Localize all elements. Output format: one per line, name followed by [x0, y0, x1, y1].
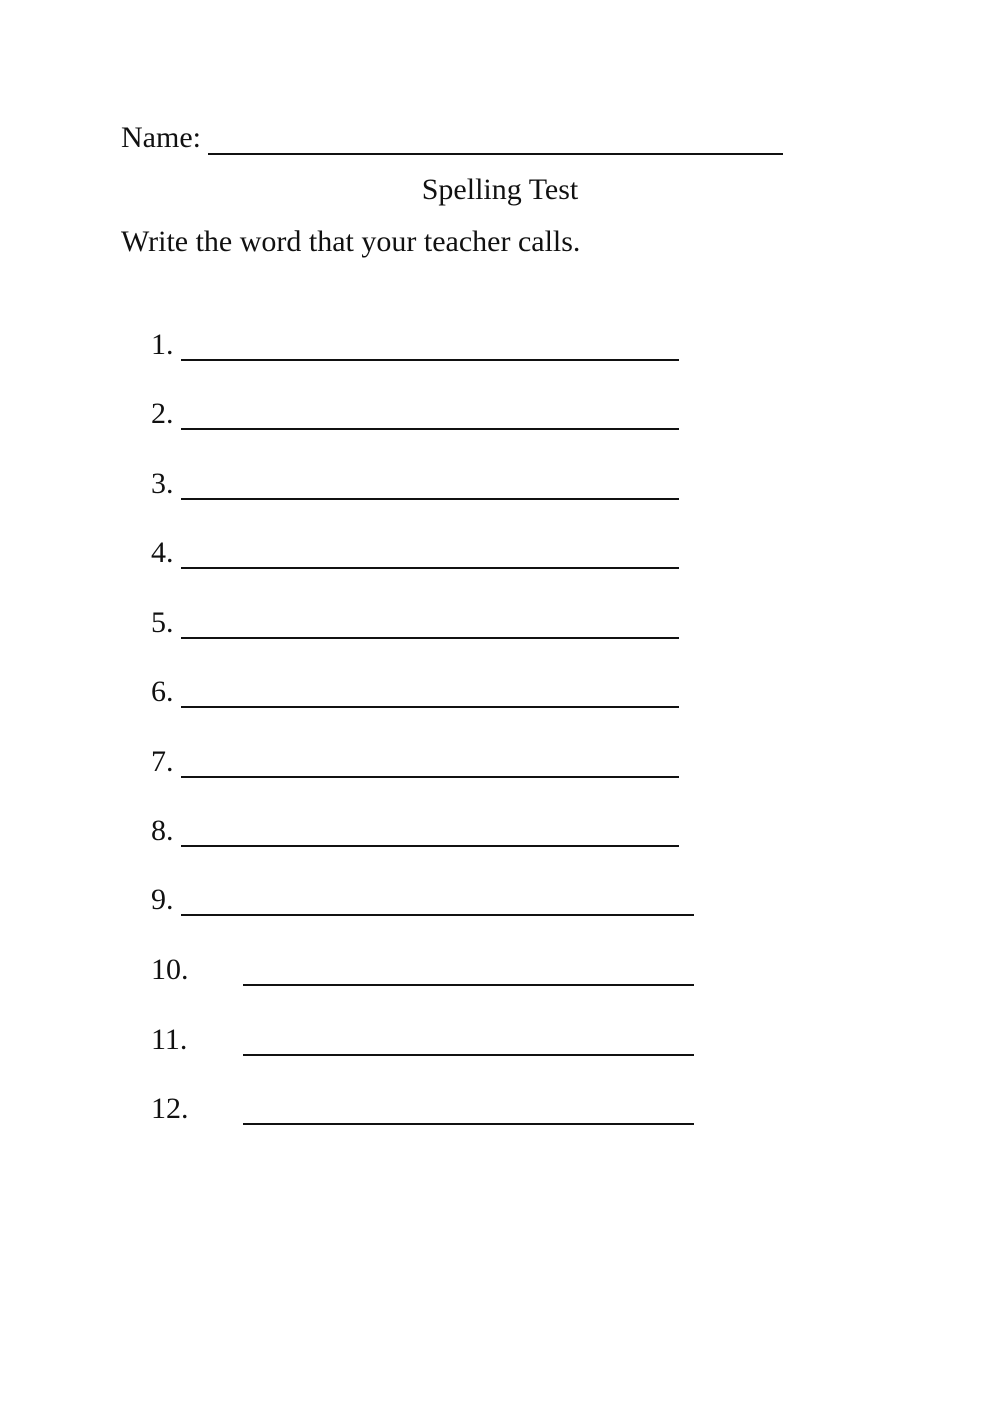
- list-item: [151, 672, 711, 712]
- instructions-text: Write the word that your teacher calls.: [121, 225, 581, 258]
- list-item: [151, 603, 711, 643]
- list-item: [151, 1089, 711, 1129]
- answer-line[interactable]: [243, 1054, 694, 1056]
- answer-line[interactable]: [243, 1123, 694, 1125]
- item-number: 5.: [151, 606, 174, 639]
- list-item: [151, 394, 711, 434]
- item-number: 4.: [151, 536, 174, 569]
- page-title: Spelling Test: [421, 173, 579, 206]
- item-number: 11.: [151, 1023, 188, 1056]
- answer-line[interactable]: [181, 498, 679, 500]
- item-number: 8.: [151, 814, 174, 847]
- item-number: 2.: [151, 397, 174, 430]
- list-item: [151, 1020, 711, 1060]
- item-number: 6.: [151, 675, 174, 708]
- name-answer-line[interactable]: [208, 153, 783, 155]
- list-item: [151, 533, 711, 573]
- item-number: 7.: [151, 745, 174, 778]
- list-item: [151, 811, 711, 851]
- item-number: 1.: [151, 328, 174, 361]
- answer-line[interactable]: [181, 706, 679, 708]
- answer-line[interactable]: [181, 428, 679, 430]
- answer-line[interactable]: [181, 845, 679, 847]
- list-item: [151, 742, 711, 782]
- item-number: 12.: [151, 1092, 189, 1125]
- answer-line[interactable]: [181, 637, 679, 639]
- list-item: [151, 880, 711, 920]
- item-number: 9.: [151, 883, 174, 916]
- item-number: 10.: [151, 953, 189, 986]
- answer-line[interactable]: [181, 914, 694, 916]
- answer-line[interactable]: [181, 567, 679, 569]
- name-label: Name:: [121, 121, 201, 154]
- answer-line[interactable]: [243, 984, 694, 986]
- name-row: [121, 118, 791, 158]
- item-number: 3.: [151, 467, 174, 500]
- list-item: [151, 325, 711, 365]
- list-item: [151, 464, 711, 504]
- answer-line[interactable]: [181, 776, 679, 778]
- answer-line[interactable]: [181, 359, 679, 361]
- list-item: [151, 950, 711, 990]
